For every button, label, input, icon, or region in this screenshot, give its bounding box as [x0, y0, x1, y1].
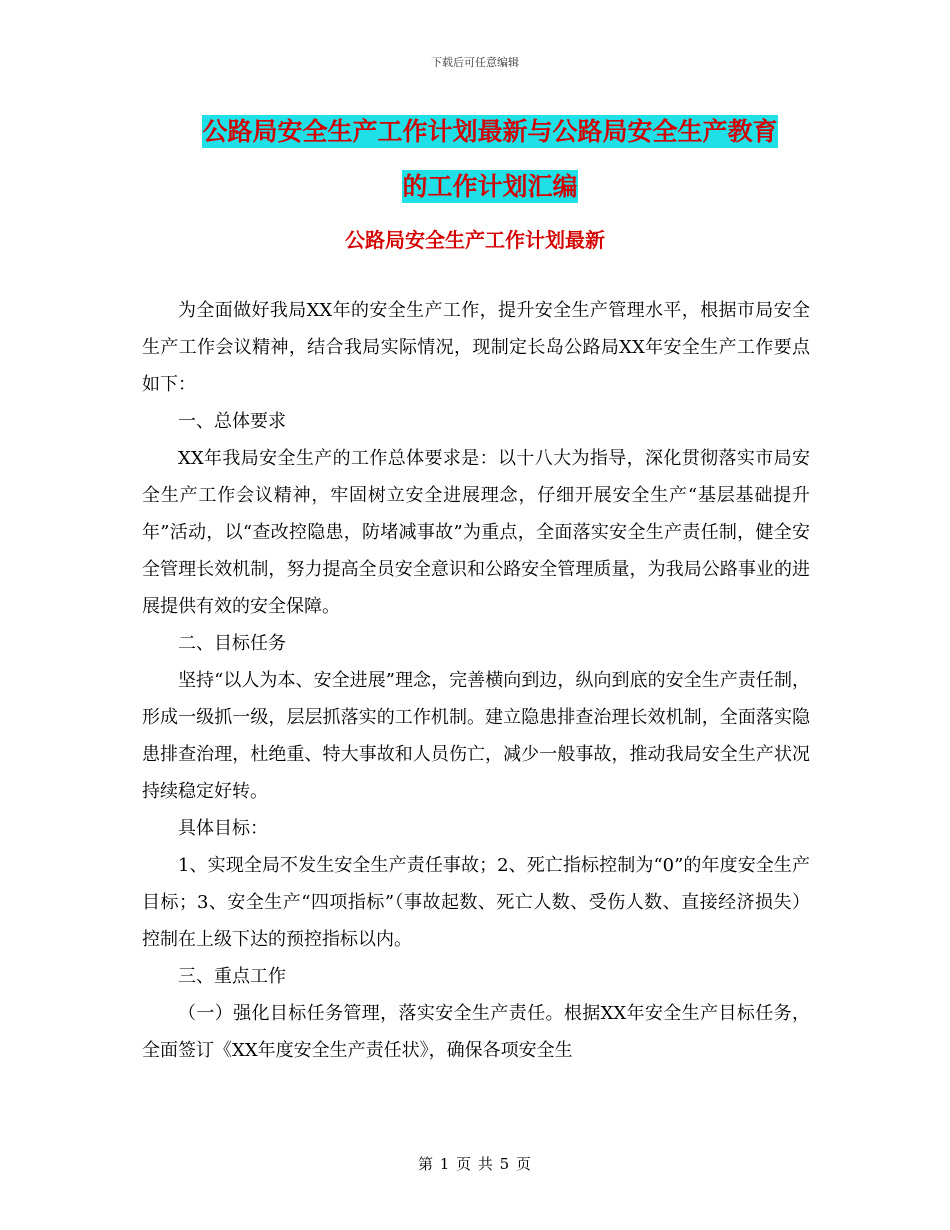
- heading-specific-goals: 具体目标：: [178, 818, 268, 839]
- paragraph-specific-goals: 1、实现全局不发生安全生产责任事故；2、死亡指标控制为“0”的年度安全生产目标；3、安全生产“四项指标”（事故起数、死亡人数、受伤人数、直接经济损失）控制在上级下达的预控指标以内。: [142, 855, 810, 950]
- paragraph-general-requirements: XX年我局安全生产的工作总体要求是：以十八大为指导，深化贯彻落实市局安全生产工作会议精神，牢固树立安全进展理念，仔细开展安全生产“基层基础提升年”活动，以“查改控隐患，防堵减事故”为重点，全面落实安全生产责任制，健全安全管理长效机制，努力提高全员安全意识和公路安全管理质量，为我局公路事业的进展提供有效的安全保障。: [142, 448, 810, 617]
- heading-general-requirements: 一、总体要求: [178, 411, 286, 432]
- document-title-line-2: 的工作计划汇编: [402, 172, 578, 201]
- document-title-line-1: 公路局安全生产工作计划最新与公路局安全生产教育: [202, 117, 778, 146]
- heading-goals: 二、目标任务: [178, 633, 286, 654]
- paragraph-goals: 坚持“以人为本、安全进展”理念，完善横向到边，纵向到底的安全生产责任制，形成一级抓一级，层层抓落实的工作机制。建立隐患排查治理长效机制，全面落实隐患排查治理，杜绝重、特大事故和人员伤亡，减少一般事故，推动我局安全生产状况持续稳定好转。: [142, 670, 810, 802]
- paragraph-key-work: （一）强化目标任务管理，落实安全生产责任。根据XX年安全生产目标任务，全面签订《XX年度安全生产责任状》，确保各项安全生: [142, 1003, 810, 1061]
- section-title: 公路局安全生产工作计划最新: [345, 228, 605, 252]
- document-title: [150, 104, 830, 214]
- page-footer: 第 1 页 共 5 页: [418, 1155, 532, 1173]
- header-note: 下载后可任意编辑: [431, 56, 519, 69]
- document-body: [142, 292, 810, 1069]
- paragraph-intro: 为全面做好我局XX年的安全生产工作，提升安全生产管理水平，根据市局安全生产工作会议精神，结合我局实际情况，现制定长岛公路局XX年安全生产工作要点如下：: [142, 300, 810, 395]
- heading-key-work: 三、重点工作: [178, 966, 286, 987]
